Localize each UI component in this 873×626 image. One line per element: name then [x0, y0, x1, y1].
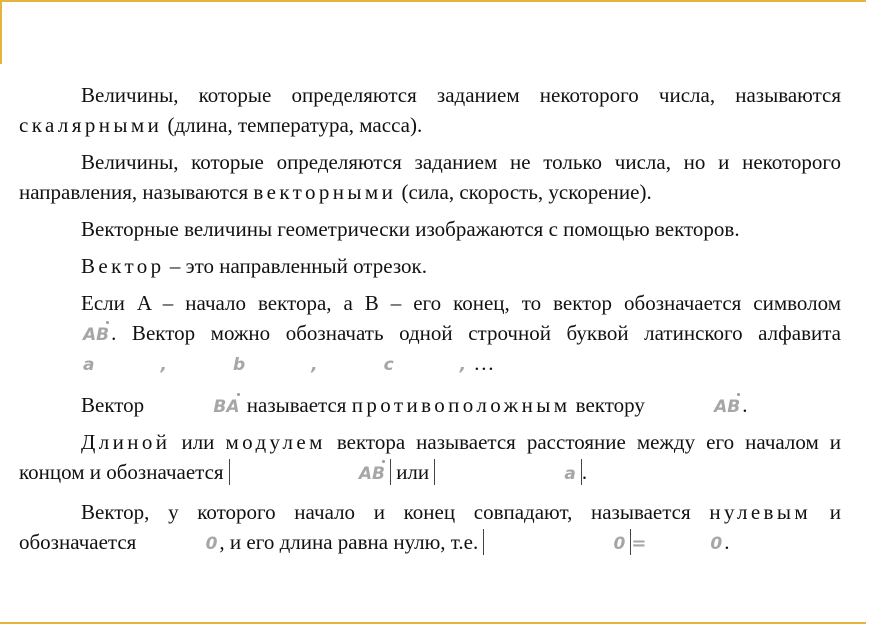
- paragraph-length: [19, 427, 841, 487]
- paragraph-vectors: [19, 147, 841, 207]
- text: (длина, температура, масса).: [167, 113, 423, 137]
- separator: ,: [459, 355, 467, 375]
- text: .: [724, 530, 730, 554]
- term-length: Длиной: [81, 430, 171, 454]
- abs-ab-formula: [229, 459, 391, 485]
- zero-vector-symbol: 0: [613, 534, 626, 554]
- abs-a-formula: [434, 459, 581, 485]
- equals-sign: =: [631, 533, 647, 554]
- ellipsis: …: [473, 351, 495, 375]
- vector-ab-symbol: AB: [295, 464, 387, 484]
- separator: ,: [160, 355, 167, 375]
- term-zero: нулевым: [709, 500, 812, 524]
- text: Вектор: [81, 393, 145, 417]
- text: .: [742, 393, 748, 417]
- vector-ab-symbol: AB: [19, 325, 111, 345]
- paragraph-scalars: [19, 80, 841, 140]
- separator: ,: [311, 355, 318, 375]
- text: или: [396, 460, 430, 484]
- text: вектора называется расстояние между его началом и концом и обозначается: [19, 430, 842, 484]
- vector-a-symbol: a: [564, 464, 576, 484]
- text: Векторные величины геометрически изображаются с помощью векторов.: [81, 217, 740, 241]
- text: называется: [246, 393, 347, 417]
- slide-body: [19, 80, 841, 566]
- vector-a-symbol: a: [83, 355, 95, 375]
- text: – это направленный отрезок.: [169, 254, 427, 278]
- term-opposite: противоположным: [351, 393, 571, 417]
- term-vector: векторными: [253, 180, 397, 204]
- paragraph-notation: [19, 288, 841, 378]
- paragraph-zero-vector: [19, 497, 841, 559]
- abs-zero-formula: [483, 529, 631, 555]
- paragraph-opposite: [19, 390, 841, 420]
- slide-top-border: [0, 0, 866, 2]
- text: , и его длина равна нулю, т.е.: [219, 530, 479, 554]
- text: Вектор, у которого начало и конец совпадают, называется: [81, 500, 691, 524]
- text: Величины, которые определяются заданием некоторого числа, называются: [81, 83, 841, 107]
- term-modulus: модулем: [225, 430, 326, 454]
- text: и обозначается: [19, 500, 842, 554]
- text: (сила, скорость, ускорение).: [401, 180, 652, 204]
- vector-ab-symbol: AB: [650, 397, 742, 417]
- zero-symbol: 0: [710, 534, 723, 554]
- term-vector-def: Вектор: [81, 254, 165, 278]
- text: вектору: [575, 393, 645, 417]
- text: Если A – начало вектора, а B – его конец, то вектор обозначается символом: [81, 291, 841, 315]
- vector-c-symbol: c: [383, 355, 394, 375]
- text: Величины, которые определяются заданием не только числа, но и некоторого направления, называются: [19, 150, 841, 204]
- slide-bottom-border: [0, 622, 866, 624]
- text: или: [181, 430, 215, 454]
- text: .: [581, 460, 588, 484]
- paragraph-definition: [19, 251, 841, 281]
- vector-b-symbol: b: [232, 355, 246, 375]
- text: . Вектор можно обозначать одной строчной буквой латинского алфавита: [111, 321, 841, 345]
- vector-ba-symbol: BA: [149, 397, 241, 417]
- zero-vector-symbol: 0: [205, 534, 218, 554]
- paragraph-geometric: [19, 214, 841, 244]
- term-scalar: скалярными: [19, 113, 163, 137]
- slide-left-border: [0, 0, 2, 64]
